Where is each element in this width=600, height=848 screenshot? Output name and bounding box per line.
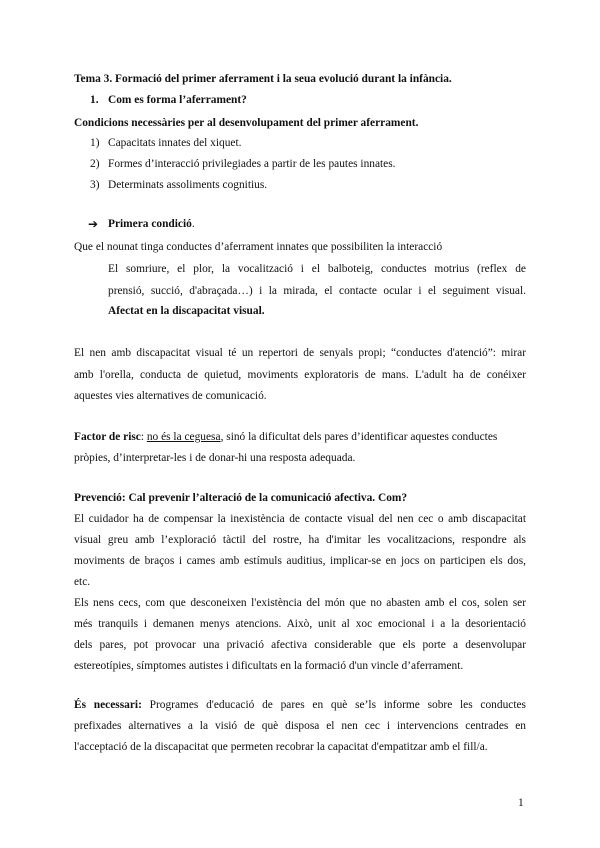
paragraph-line: El nen amb discapacitat visual té un repertori de senyals propi; “conductes d'atenció”: mirar (74, 347, 526, 359)
paragraph-line: aquestes vies alternatives de comunicació. (74, 390, 267, 402)
necessari-line (74, 698, 526, 712)
necessari-text: Programes d'educació de pares en què se’ls informe sobre les conductes (141, 699, 526, 711)
paragraph-line: moviments de braços i cames amb estímuls auditius, implicar-se en jocs on participen els dos, (74, 555, 526, 567)
paragraph-line: visual greu amb l’exploració tàctil del rostre, ha d'imitar les vocalitzacions, respondre als (74, 534, 526, 546)
paragraph-line: dels pares, pot provocar una privació afectiva considerable que els porte a desenvolupar (74, 639, 526, 651)
necessari-line-2: prefixades alternatives a la visió de què disposa el nen cec i intervencions centrades en (74, 720, 526, 732)
paragraph-line: estereotípies, símptomes autistes i dificultats en la formació d'un vincle d’aferrament. (74, 660, 464, 672)
section-heading: Com es forma l’aferrament? (108, 94, 247, 106)
condition-number: 2) (90, 158, 100, 170)
necessari-line-3: l'acceptació de la discapacitat que permeten recobrar la capacitat d'empatitzar amb el fill/a. (74, 741, 488, 753)
innate-behaviours-line: El somriure, el plor, la vocalització i el balboteig, conductes motrius (reflex de (108, 263, 526, 275)
condition-text: Determinats assoliments cognitius. (108, 179, 268, 191)
factor-risc-line-2: pròpies, d’interpretar-les i de donar-hi una resposta adequada. (74, 452, 356, 464)
factor-risc-rest: , sinó la dificultat dels pares d’identificar aquestes conductes (220, 431, 498, 443)
primera-condicio-text: Que el nounat tinga conductes d’aferrament innates que possibiliten la interacció (74, 241, 443, 253)
primera-condicio-period: . (191, 218, 195, 230)
section-number: 1. (90, 94, 99, 106)
factor-risc-line (74, 430, 526, 444)
factor-risc-colon: : (140, 431, 147, 443)
paragraph-line: amb l'orella, conducta de quietud, moviments exploratoris de mans. L'adult ha de conéixer (74, 369, 526, 381)
condition-number: 1) (90, 137, 100, 149)
prevencio-heading: Prevenció: Cal prevenir l’alteració de la comunicació afectiva. Com? (74, 492, 408, 504)
primera-condicio-heading (108, 218, 195, 230)
factor-risc-underlined: no és la ceguesa (146, 431, 221, 443)
paragraph-line: etc. (74, 576, 91, 588)
paragraph-line: El cuidador ha de compensar la inexistència de contacte visual del nen cec o amb discapacitat (74, 513, 526, 525)
primera-condicio-label: Primera condició (108, 218, 192, 230)
arrow-icon: ➔ (88, 217, 99, 231)
conditions-heading: Condicions necessàries per al desenvolupament del primer aferrament. (74, 117, 419, 129)
factor-risc-label: Factor de risc (74, 431, 141, 443)
document-title: Tema 3. Formació del primer aferrament i la seua evolució durant la infància. (74, 73, 452, 85)
condition-number: 3) (90, 179, 100, 191)
condition-text: Capacitats innates del xiquet. (108, 137, 242, 149)
paragraph-line: més tranquils i demanen menys atencions. Això, unit al xoc emocional i a la desorientació (74, 618, 526, 630)
necessari-label: És necessari: (74, 699, 142, 711)
condition-text: Formes d’interacció privilegiades a partir de les pautes innates. (108, 158, 396, 170)
page-number: 1 (518, 797, 524, 809)
paragraph-line: Els nens cecs, com que desconeixen l'existència del món que no abasten amb el cos, solen ser (74, 597, 526, 609)
afectat-label: Afectat en la discapacitat visual. (108, 305, 265, 317)
innate-behaviours-line: prensió, succió, d'abraçada…) i la mirada, el contacte ocular i el seguiment visual. (108, 285, 526, 297)
